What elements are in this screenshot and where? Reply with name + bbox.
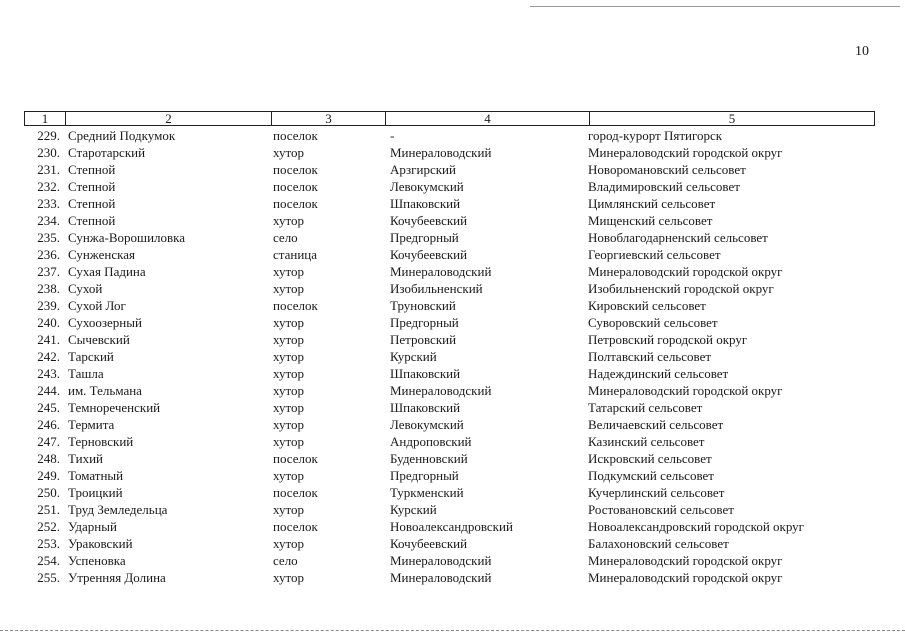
page-number: 10 xyxy=(855,44,869,59)
table-row xyxy=(0,212,905,229)
municipality-name: Петровский городской округ xyxy=(588,332,748,347)
row-number: 242. xyxy=(37,349,60,364)
settlement-type: поселок xyxy=(273,179,318,194)
municipality-name: Минераловодский городской округ xyxy=(588,145,783,160)
settlement-type: хутор xyxy=(273,264,305,279)
settlement-name: Тихий xyxy=(68,451,103,466)
settlement-name: Термита xyxy=(68,417,115,432)
municipality-name: Минераловодский городской округ xyxy=(588,553,783,568)
table-row xyxy=(0,535,905,552)
table-row xyxy=(0,229,905,246)
district-name: Кочубеевский xyxy=(390,536,468,551)
municipality-name: Георгиевский сельсовет xyxy=(588,247,721,262)
header-col-3: 3 xyxy=(271,112,385,125)
district-name: Предгорный xyxy=(390,230,459,245)
row-number: 250. xyxy=(37,485,60,500)
row-number: 251. xyxy=(37,502,60,517)
municipality-name: Цимлянский сельсовет xyxy=(588,196,716,211)
settlement-name: Ташла xyxy=(68,366,104,381)
municipality-name: Балахоновский сельсовет xyxy=(588,536,729,551)
settlement-type: поселок xyxy=(273,128,318,143)
district-name: Минераловодский xyxy=(390,264,492,279)
district-name: Кочубеевский xyxy=(390,247,468,262)
table-row xyxy=(0,399,905,416)
settlement-type: хутор xyxy=(273,213,305,228)
settlement-type: хутор xyxy=(273,315,305,330)
table-row xyxy=(0,263,905,280)
district-name: Шпаковский xyxy=(390,400,461,415)
settlement-type: поселок xyxy=(273,196,318,211)
table-header xyxy=(24,111,875,126)
row-number: 244. xyxy=(37,383,60,398)
row-number: 235. xyxy=(37,230,60,245)
district-name: Арзгирский xyxy=(390,162,456,177)
settlement-name: Томатный xyxy=(68,468,124,483)
district-name: Буденновский xyxy=(390,451,468,466)
settlement-name: Степной xyxy=(68,213,116,228)
settlement-name: Степной xyxy=(68,179,116,194)
settlement-name: Сухой xyxy=(68,281,103,296)
district-name: Изобильненский xyxy=(390,281,483,296)
settlement-name: Ураковский xyxy=(68,536,133,551)
settlement-name: Сунжа-Ворошиловка xyxy=(68,230,186,245)
row-number: 249. xyxy=(37,468,60,483)
settlement-name: Степной xyxy=(68,162,116,177)
settlement-type: хутор xyxy=(273,281,305,296)
settlement-type: хутор xyxy=(273,434,305,449)
row-number: 248. xyxy=(37,451,60,466)
header-col-4: 4 xyxy=(385,112,589,125)
row-number: 254. xyxy=(37,553,60,568)
table-row xyxy=(0,450,905,467)
table-row xyxy=(0,552,905,569)
table-row xyxy=(0,569,905,586)
settlement-name: Утренняя Долина xyxy=(68,570,166,585)
settlement-type: поселок xyxy=(273,162,318,177)
district-name: Минераловодский xyxy=(390,570,492,585)
settlement-name: Успеновка xyxy=(68,553,126,568)
municipality-name: Изобильненский городской округ xyxy=(588,281,774,296)
municipality-name: Подкумский сельсовет xyxy=(588,468,714,483)
row-number: 246. xyxy=(37,417,60,432)
municipality-name: Ростовановский сельсовет xyxy=(588,502,734,517)
row-number: 236. xyxy=(37,247,60,262)
table-row xyxy=(0,144,905,161)
table-row xyxy=(0,416,905,433)
settlement-type: поселок xyxy=(273,519,318,534)
settlement-type: хутор xyxy=(273,417,305,432)
row-number: 238. xyxy=(37,281,60,296)
settlement-type: станица xyxy=(273,247,318,262)
municipality-name: Владимировский сельсовет xyxy=(588,179,740,194)
municipality-name: Новоблагодарненский сельсовет xyxy=(588,230,768,245)
municipality-name: Полтавский сельсовет xyxy=(588,349,712,364)
settlement-name: Сухой Лог xyxy=(68,298,126,313)
district-name: Предгорный xyxy=(390,315,459,330)
row-number: 240. xyxy=(37,315,60,330)
row-number: 243. xyxy=(37,366,60,381)
settlement-type: село xyxy=(273,230,298,245)
settlement-type: хутор xyxy=(273,349,305,364)
settlement-type: хутор xyxy=(273,383,305,398)
settlement-type: хутор xyxy=(273,145,305,160)
district-name: Шпаковский xyxy=(390,196,461,211)
table-row xyxy=(0,501,905,518)
scan-edge-bottom xyxy=(0,630,905,631)
municipality-name: Суворовский сельсовет xyxy=(588,315,718,330)
municipality-name: Кучерлинский сельсовет xyxy=(588,485,725,500)
settlement-type: хутор xyxy=(273,332,305,347)
header-col-1: 1 xyxy=(41,111,49,126)
district-name: Труновский xyxy=(390,298,456,313)
settlement-name: им. Тельмана xyxy=(68,383,142,398)
district-name: Левокумский xyxy=(390,417,464,432)
district-name: Андроповский xyxy=(390,434,472,449)
municipality-name: Новоалександровский городской округ xyxy=(588,519,805,534)
settlement-type: хутор xyxy=(273,400,305,415)
municipality-name: Новоромановский сельсовет xyxy=(588,162,746,177)
district-name: Предгорный xyxy=(390,468,459,483)
district-name: Курский xyxy=(390,502,437,517)
municipality-name: Минераловодский городской округ xyxy=(588,264,783,279)
table-row xyxy=(0,161,905,178)
row-number: 253. xyxy=(37,536,60,551)
district-name: Минераловодский xyxy=(390,145,492,160)
settlement-type: село xyxy=(273,553,298,568)
district-name: Петровский xyxy=(390,332,457,347)
settlement-type: хутор xyxy=(273,536,305,551)
district-name: - xyxy=(390,128,395,143)
table-row xyxy=(0,433,905,450)
row-number: 230. xyxy=(37,145,60,160)
settlement-name: Труд Земледельца xyxy=(68,502,168,517)
table-row xyxy=(0,195,905,212)
row-number: 234. xyxy=(37,213,60,228)
municipality-name: Минераловодский городской округ xyxy=(588,383,783,398)
row-number: 241. xyxy=(37,332,60,347)
table-row xyxy=(0,314,905,331)
settlement-name: Степной xyxy=(68,196,116,211)
header-col-2: 2 xyxy=(65,112,271,125)
district-name: Курский xyxy=(390,349,437,364)
district-name: Новоалександровский xyxy=(390,519,513,534)
municipality-name: Казинский сельсовет xyxy=(588,434,705,449)
settlement-name: Средний Подкумок xyxy=(68,128,176,143)
settlement-type: хутор xyxy=(273,502,305,517)
municipality-name: Кировский сельсовет xyxy=(588,298,706,313)
table-row xyxy=(0,484,905,501)
settlement-name: Ударный xyxy=(68,519,117,534)
municipality-name: город-курорт Пятигорск xyxy=(588,128,723,143)
row-number: 233. xyxy=(37,196,60,211)
district-name: Минераловодский xyxy=(390,383,492,398)
row-number: 229. xyxy=(37,128,60,143)
district-name: Туркменский xyxy=(390,485,464,500)
table-row xyxy=(0,246,905,263)
scan-edge-top xyxy=(530,6,900,7)
settlement-type: хутор xyxy=(273,366,305,381)
settlement-type: хутор xyxy=(273,570,305,585)
settlement-type: поселок xyxy=(273,485,318,500)
settlement-name: Сунженская xyxy=(68,247,135,262)
settlement-type: поселок xyxy=(273,451,318,466)
district-name: Минераловодский xyxy=(390,553,492,568)
table-row xyxy=(0,365,905,382)
district-name: Кочубеевский xyxy=(390,213,468,228)
municipality-name: Искровский сельсовет xyxy=(588,451,712,466)
settlement-name: Сычевский xyxy=(68,332,130,347)
settlement-name: Старотарский xyxy=(68,145,146,160)
table-row xyxy=(0,348,905,365)
settlement-name: Тарский xyxy=(68,349,114,364)
settlement-name: Сухая Падина xyxy=(68,264,146,279)
settlement-name: Сухоозерный xyxy=(68,315,142,330)
table-row xyxy=(0,127,905,144)
table-row xyxy=(0,178,905,195)
row-number: 237. xyxy=(37,264,60,279)
district-name: Шпаковский xyxy=(390,366,461,381)
row-number: 255. xyxy=(37,570,60,585)
municipality-name: Минераловодский городской округ xyxy=(588,570,783,585)
table-row xyxy=(0,467,905,484)
row-number: 247. xyxy=(37,434,60,449)
table-row xyxy=(0,297,905,314)
table-row xyxy=(0,382,905,399)
settlement-type: поселок xyxy=(273,298,318,313)
settlement-type: хутор xyxy=(273,468,305,483)
row-number: 252. xyxy=(37,519,60,534)
row-number: 239. xyxy=(37,298,60,313)
row-number: 232. xyxy=(37,179,60,194)
table-row xyxy=(0,518,905,535)
settlement-name: Темнореченский xyxy=(68,400,161,415)
district-name: Левокумский xyxy=(390,179,464,194)
municipality-name: Татарский сельсовет xyxy=(588,400,703,415)
row-number: 231. xyxy=(37,162,60,177)
row-number: 245. xyxy=(37,400,60,415)
table-row xyxy=(0,280,905,297)
settlement-name: Троицкий xyxy=(68,485,123,500)
municipality-name: Величаевский сельсовет xyxy=(588,417,724,432)
header-col-5: 5 xyxy=(589,112,874,125)
municipality-name: Мищенский сельсовет xyxy=(588,213,713,228)
municipality-name: Надеждинский сельсовет xyxy=(588,366,729,381)
settlement-name: Терновский xyxy=(68,434,134,449)
table-row xyxy=(0,331,905,348)
